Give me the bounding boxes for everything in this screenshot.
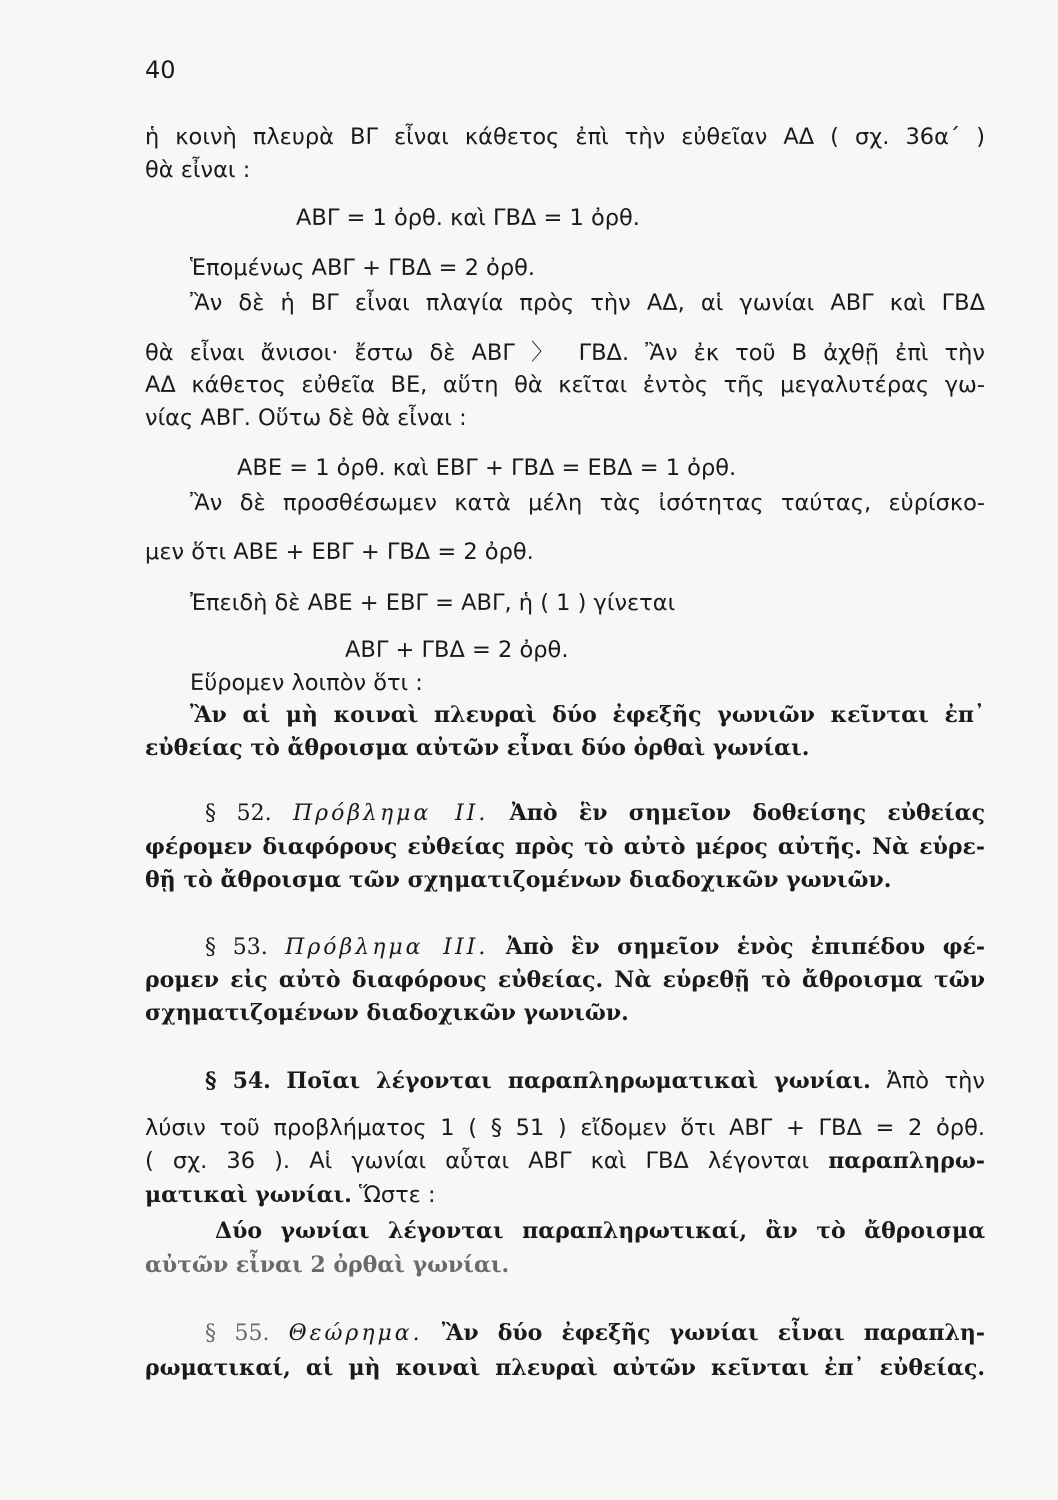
equation-line: ΑΒΓ = 1 ὀρθ. καὶ ΓΒΔ = 1 ὀρθ. xyxy=(296,205,640,231)
section-53-line: σχηματιζομένων διαδοχικῶν γωνιῶν. xyxy=(145,1000,629,1026)
definition-line: Δύο γωνίαι λέγονται παραπληρωτικαί, ἂν τὸ ἄθροισμα xyxy=(215,1218,985,1244)
section-52-line: φέρομεν διαφόρους εὐθείας πρὸς τὸ αὐτὸ μέρος αὐτῆς. Νὰ εὑρε- xyxy=(145,834,985,860)
section-55-heading xyxy=(205,1318,985,1349)
text-line: Ἂν δὲ προσθέσωμεν κατὰ μέλη τὰς ἰσότητας ταύτας, εὑρίσκο- xyxy=(190,490,985,516)
section-54-heading xyxy=(205,1066,985,1096)
section-text: Ἀπὸ τὴν xyxy=(886,1068,985,1094)
equation-line: ΑΒΕ = 1 ὀρθ. καὶ ΕΒΓ + ΓΒΔ = ΕΒΔ = 1 ὀρθ. xyxy=(237,455,737,481)
section-number: § 53. xyxy=(205,935,268,960)
section-label: Θεώρημα. xyxy=(288,1321,423,1346)
section-label: Πρόβλημα ΙΙΙ. xyxy=(285,935,489,960)
section-term: παραπληρω- xyxy=(828,1148,986,1174)
text-line: Εὕρομεν λοιπὸν ὅτι : xyxy=(190,670,423,696)
equation-line: μεν ὅτι ΑΒΕ + ΕΒΓ + ΓΒΔ = 2 ὀρθ. xyxy=(145,539,534,565)
section-text: Ὥστε : xyxy=(358,1182,436,1208)
section-text: Ἀπὸ ἓν σημεῖον δοθείσης εὐθείας xyxy=(509,800,985,826)
section-text: ( σχ. 36 ). Αἱ γωνίαι αὗται ΑΒΓ καὶ ΓΒΔ λέγονται xyxy=(145,1148,810,1174)
section-term: ματικαὶ γωνίαι. xyxy=(145,1182,352,1208)
section-52-line: θῇ τὸ ἄθροισμα τῶν σχηματιζομένων διαδοχικῶν γωνιῶν. xyxy=(145,867,892,893)
equation-line: ΑΒΓ + ΓΒΔ = 2 ὀρθ. xyxy=(345,637,569,663)
section-54-line xyxy=(145,1146,985,1176)
text-line: θὰ εἶναι : xyxy=(145,157,251,183)
section-text: Ἂν δύο ἐφεξῆς γωνίαι εἶναι παραπλη- xyxy=(441,1320,985,1346)
text-line: ΑΔ κάθετος εὐθεῖα ΒΕ, αὕτη θὰ κεῖται ἐντὸς τῆς μεγαλυτέρας γω- xyxy=(145,372,985,398)
section-title: Ποῖαι λέγονται παραπληρωματικαὶ γωνίαι. xyxy=(286,1068,871,1094)
theorem-line: Ἂν αἱ μὴ κοιναὶ πλευραὶ δύο ἐφεξῆς γωνιῶν κεῖνται ἐπ᾽ xyxy=(190,702,985,728)
section-53-line: ρομεν εἰς αὐτὸ διαφόρους εὐθείας. Νὰ εὑρεθῇ τὸ ἄθροισμα τῶν xyxy=(145,967,985,993)
section-number: § 54. xyxy=(205,1068,271,1094)
section-54-line xyxy=(145,1180,436,1210)
section-52-heading xyxy=(205,798,985,829)
equation-line: Ἐπειδὴ δὲ ΑΒΕ + ΕΒΓ = ΑΒΓ, ἡ ( 1 ) γίνεται xyxy=(190,590,676,616)
section-55-line: ρωματικαί, αἱ μὴ κοιναὶ πλευραὶ αὐτῶν κεῖνται ἐπ᾽ εὐθείας. xyxy=(145,1355,985,1381)
section-54-line: λύσιν τοῦ προβλήματος 1 ( § 51 ) εἴδομεν ὅτι ΑΒΓ + ΓΒΔ = 2 ὀρθ. xyxy=(145,1115,985,1141)
definition-line: αὐτῶν εἶναι 2 ὀρθαὶ γωνίαι. xyxy=(145,1252,510,1278)
text-line: θὰ εἶναι ἄνισοι· ἔστω δὲ ΑΒΓ 〉 ΓΒΔ. Ἂν ἐκ τοῦ Β ἀχθῇ ἐπὶ τὴν xyxy=(145,340,985,366)
section-text: Ἀπὸ ἓν σημεῖον ἑνὸς ἐπιπέδου φέ- xyxy=(505,934,985,960)
theorem-line: εὐθείας τὸ ἄθροισμα αὐτῶν εἶναι δύο ὀρθαὶ γωνίαι. xyxy=(145,735,810,761)
text-line: νίας ΑΒΓ. Οὕτω δὲ θὰ εἶναι : xyxy=(145,405,467,431)
equation-line: Ἑπομένως ΑΒΓ + ΓΒΔ = 2 ὀρθ. xyxy=(190,255,536,281)
section-number: § 55. xyxy=(205,1321,270,1346)
section-label: Πρόβλημα ΙΙ. xyxy=(292,801,489,826)
text-line: ἡ κοινὴ πλευρὰ ΒΓ εἶναι κάθετος ἐπὶ τὴν εὐθεῖαν ΑΔ ( σχ. 36α΄ ) xyxy=(145,124,985,150)
section-53-heading xyxy=(205,932,985,963)
page-number: 40 xyxy=(145,56,176,84)
section-number: § 52. xyxy=(205,801,272,826)
text-line: Ἂν δὲ ἡ ΒΓ εἶναι πλαγία πρὸς τὴν ΑΔ, αἱ γωνίαι ΑΒΓ καὶ ΓΒΔ xyxy=(190,290,985,316)
